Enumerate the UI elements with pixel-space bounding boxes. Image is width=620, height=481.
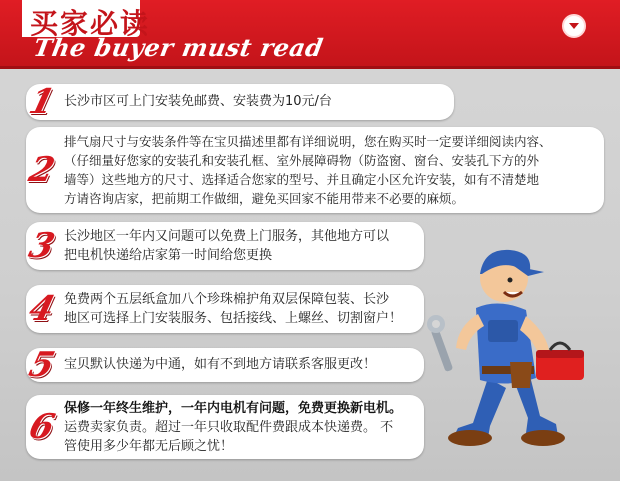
repairman-illustration [418, 238, 598, 448]
item-number-5: 5 [25, 345, 59, 385]
item-number-2: 2 [25, 150, 59, 190]
item-3-line-2: 把电机快递给店家第一时间给您更换 [64, 248, 273, 263]
item-number-1: 1 [25, 82, 59, 122]
notice-item-6 [26, 395, 424, 459]
notice-item-2 [26, 127, 604, 213]
item-text-2 [64, 132, 592, 208]
item-text-3 [64, 227, 412, 265]
item-5-line-1: 宝贝默认快递为中通，如有不到地方请联系客服更改！ [64, 357, 377, 372]
notice-item-4 [26, 285, 424, 333]
item-2-line-2: （仔细量好您家的安装孔和安装孔框、室外展障碍物（防盗窗、窗台、安装孔下方的外 [64, 153, 540, 168]
item-6-line-2: 运费卖家负责。超过一年只收取配件费跟成本快递费。 不 [64, 420, 394, 435]
item-2-line-1: 排气扇尺寸与安装条件等在宝贝描述里都有详细说明，您在购买时一定要详细阅读内容、 [64, 134, 552, 149]
item-2-line-4: 方请咨询店家，把前期工作做细，避免买回家不能用带来不必要的麻烦。 [64, 191, 465, 206]
item-text-5 [64, 355, 412, 374]
notice-item-3 [26, 222, 424, 270]
page-subtitle: The buyer must read [31, 33, 326, 62]
item-text-1 [64, 92, 442, 111]
notice-item-1 [26, 84, 454, 120]
header-banner [0, 0, 620, 69]
item-3-line-1: 长沙地区一年内又问题可以免费上门服务，其他地方可以 [64, 229, 390, 244]
item-number-3: 3 [25, 226, 59, 266]
item-6-line-1: 保修一年终生维护，一年内电机有问题，免费更换新电机。 [64, 401, 403, 416]
item-1-line-1: 长沙市区可上门安装免邮费、安装费为10元/台 [64, 94, 332, 109]
notice-item-5 [25, 345, 424, 385]
item-2-line-3: 墙等）这些地方的尺寸、选择适合您家的型号、并且确定小区允许安装，如有不清楚地 [64, 172, 540, 187]
item-text-6 [64, 399, 412, 456]
collapse-toggle-button[interactable] [562, 14, 586, 38]
item-number-4: 4 [25, 289, 59, 329]
page-title: 买家必读 [30, 7, 151, 40]
item-4-line-1: 免费两个五层纸盒加八个珍珠棉护角双层保障包装、长沙 [64, 292, 390, 307]
chevron-down-icon [568, 21, 580, 31]
item-6-line-3: 管使用多少年都无后顾之忧！ [64, 439, 234, 454]
item-4-line-2: 地区可选择上门安装服务、包括接线、上螺丝、切割窗户！ [64, 311, 403, 326]
item-number-6: 6 [25, 407, 59, 447]
item-text-4 [64, 290, 412, 328]
